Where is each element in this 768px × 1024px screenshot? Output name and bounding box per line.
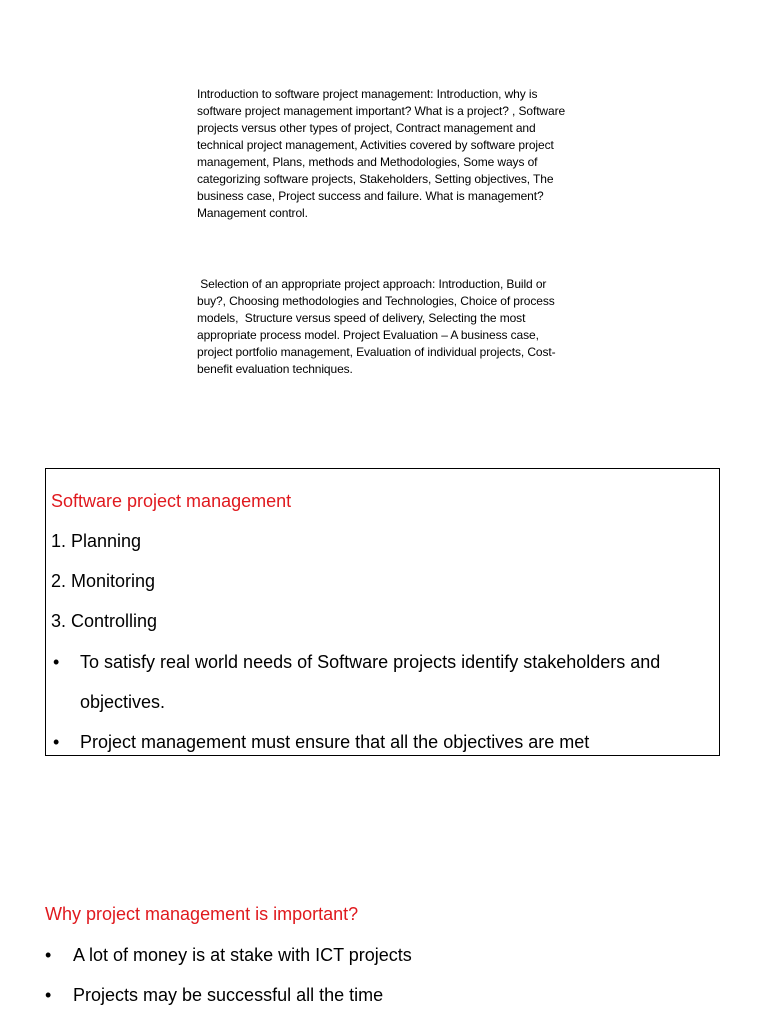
why-section-title: Why project management is important? [45, 904, 359, 924]
syllabus-paragraph-2: Selection of an appropriate project approach: Introduction, Build or buy?, Choosing methodologies and Technologies, Choice of process models, Structure versus speed of delivery, Selecting the most appropriate process model. Project Evaluation – A business case, project portfolio management, Evaluation of individual projects, Cost-benefit evaluation techniques. [197, 277, 558, 376]
bullet-dot: • [45, 985, 52, 1005]
bullet-text: To satisfy real world needs of Software projects identify stakeholders and objectives. [80, 652, 661, 712]
numbered-item-monitoring: 2. Monitoring [51, 571, 156, 591]
bullet-dot: • [45, 945, 52, 965]
box-bullet-stakeholders [51, 642, 716, 722]
why-bullet-money [45, 943, 412, 967]
why-bullet-success [45, 983, 383, 1007]
numbered-item-controlling: 3. Controlling [51, 611, 158, 631]
bullet-dot: • [53, 652, 60, 672]
bullet-text: A lot of money is at stake with ICT projects [73, 945, 412, 965]
bullet-text: Projects may be successful all the time [73, 985, 384, 1005]
syllabus-paragraph-1: Introduction to software project management: Introduction, why is software project management important? What is a project? , Software projects versus other types of project, Contract management and technical project management, Activities covered by software project management, Plans, methods and Methodologies, Some ways of categorizing software projects, Stakeholders, Setting objectives, The business case, Project success and failure. What is management? Management control. [197, 87, 566, 220]
numbered-item-planning: 1. Planning [51, 531, 142, 551]
box-title: Software project management [51, 491, 292, 511]
bullet-dot: • [53, 732, 60, 752]
bullet-text: Project management must ensure that all the objectives are met [80, 732, 590, 752]
box-bullet-objectives [51, 722, 716, 756]
spm-summary-box [45, 468, 720, 756]
